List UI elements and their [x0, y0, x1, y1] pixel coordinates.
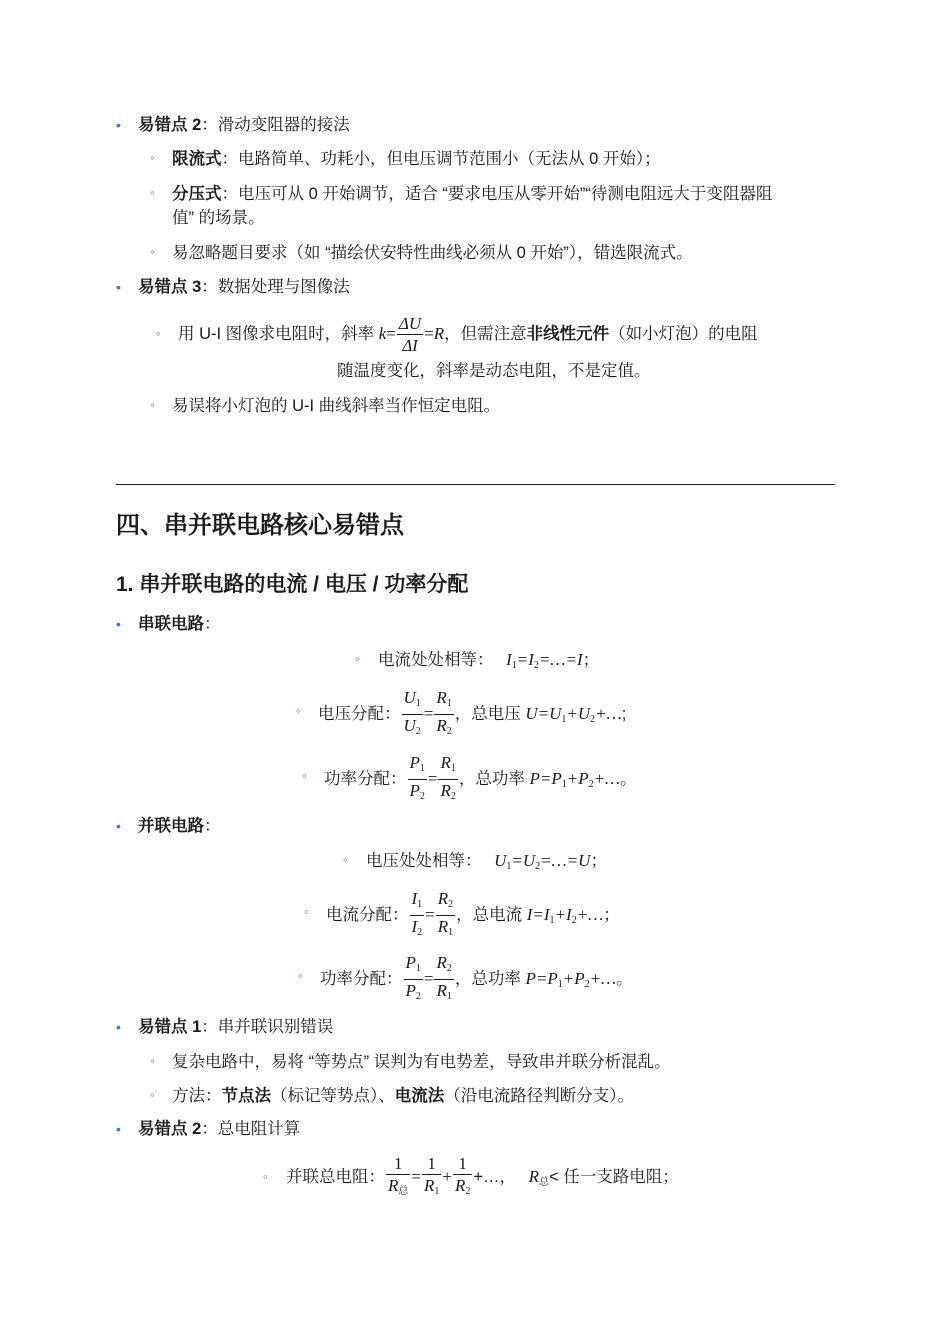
fraction: $\frac{R_1}{R_2}$ — [436, 688, 452, 737]
list-item: 复杂电路中，易将 “等势点” 误判为有电势差，导致串并联分析混乱。 — [172, 1053, 671, 1071]
sub-bullet: ◦ — [150, 397, 155, 412]
series-circuit-heading: 串联电路： — [138, 615, 221, 633]
list-item-continued: 值” 的场景。 — [172, 209, 265, 227]
list-item-continued: 随温度变化，斜率是动态电阻，不是定值。 — [337, 362, 651, 380]
sub-bullet: ◦ — [263, 1169, 268, 1184]
series-power-line: 功率分配： $\frac{P_1}{P_2}$ = $\frac{R_1}{R_2}$ ，总功率 $P=P_1+P_2+\dots$。 — [324, 753, 637, 807]
sub-bullet: ◦ — [150, 244, 155, 259]
sub-bullet: ◦ — [304, 904, 309, 919]
fraction: $\frac{I_1}{I_2}$ — [411, 889, 423, 938]
sub-bullet: ◦ — [343, 852, 348, 867]
list-item: 限流式：电路简单、功耗小，但电压调节范围小（无法从 0 开始）； — [172, 150, 661, 168]
bullet: • — [116, 279, 121, 295]
parallel-power-line: 功率分配： $\frac{P_1}{P_2}$ = $\frac{R_2}{R_1}$ ，总功率 $P=P_1+P_2+\dots$。 — [320, 953, 633, 1007]
parallel-circuit-heading: 并联电路： — [138, 817, 221, 835]
slope-formula-line: 用 U-I 图像求电阻时，斜率 k= $\frac{\Delta U}{\Delta I}$ =R，但需注意非线性元件（如小灯泡）的电阻 — [178, 314, 758, 356]
bullet: • — [116, 1121, 121, 1137]
fraction: $\frac{R_2}{R_1}$ — [437, 889, 454, 938]
series-current-line: 电流处处相等： $I_1=I_2=\dots=I$； — [378, 650, 600, 671]
error-point-2-heading: 易错点 2：滑动变阻器的接法 — [138, 116, 350, 134]
fraction: $\frac{R_2}{R_1}$ — [436, 953, 452, 1002]
fraction: $\frac{U_1}{U_2}$ — [403, 688, 421, 737]
error-point-3-heading: 易错点 3：数据处理与图像法 — [138, 278, 350, 296]
section-divider — [116, 484, 835, 485]
error-point-2-heading: 易错点 2：总电阻计算 — [138, 1120, 301, 1138]
list-item: 易误将小灯泡的 U-I 曲线斜率当作恒定电阻。 — [172, 397, 501, 415]
series-voltage-line: 电压分配： $\frac{U_1}{U_2}$ = $\frac{R_1}{R_2}$ ，总电压 $U=U_1+U_2+\dots$; — [318, 688, 626, 742]
fraction: $\frac{P_1}{P_2}$ — [405, 953, 421, 1002]
fraction: $\frac{P_1}{P_2}$ — [409, 753, 425, 802]
fraction: $\frac{1}{R_1}$ — [423, 1154, 440, 1197]
sub-bullet: ◦ — [150, 185, 155, 200]
section-title: 四、串并联电路核心易错点 — [116, 512, 404, 539]
parallel-voltage-line: 电压处处相等： $U_1=U_2=\dots=U$； — [366, 851, 607, 872]
sub-bullet: ◦ — [296, 703, 301, 718]
subsection-title: 1. 串并联电路的电流 / 电压 / 功率分配 — [116, 573, 469, 596]
list-item: 方法：节点法（标记等势点）、电流法（沿电流路径判断分支）。 — [172, 1087, 634, 1105]
sub-bullet: ◦ — [150, 1053, 155, 1068]
bullet: • — [116, 117, 121, 133]
fraction: $\frac{1}{R_总}$ — [388, 1154, 409, 1197]
fraction: $\frac{R_1}{R_2}$ — [440, 753, 456, 802]
sub-bullet: ◦ — [355, 651, 360, 666]
sub-bullet: ◦ — [150, 150, 155, 165]
bullet: • — [116, 818, 121, 834]
bullet: • — [116, 616, 121, 632]
sub-bullet: ◦ — [302, 768, 307, 783]
parallel-total-resistance-line: 并联总电阻： $\frac{1}{R_总}$ = $\frac{1}{R_1}$ + $\frac{1}{R_2}$ +…， $R_总<$ 任一支路电阻； — [286, 1154, 679, 1205]
list-item: 易忽略题目要求（如 “描绘伏安特性曲线必须从 0 开始”），错选限流式。 — [172, 244, 693, 262]
fraction: $\frac{\Delta U}{\Delta I}$ — [398, 314, 422, 356]
bullet: • — [116, 1019, 121, 1035]
sub-bullet: ◦ — [298, 968, 303, 983]
parallel-current-line: 电流分配： $\frac{I_1}{I_2}$ = $\frac{R_2}{R_1}$ ，总电流 $I=I_1+I_2+\dots$； — [326, 889, 620, 943]
sub-bullet: ◦ — [156, 326, 161, 341]
list-item: 分压式：电压可从 0 开始调节，适合 “要求电压从零开始”“待测电阻远大于变阻器阻 — [172, 185, 773, 203]
sub-bullet: ◦ — [150, 1087, 155, 1102]
error-point-1-heading: 易错点 1：串并联识别错误 — [138, 1018, 334, 1036]
fraction: $\frac{1}{R_2}$ — [454, 1154, 471, 1197]
